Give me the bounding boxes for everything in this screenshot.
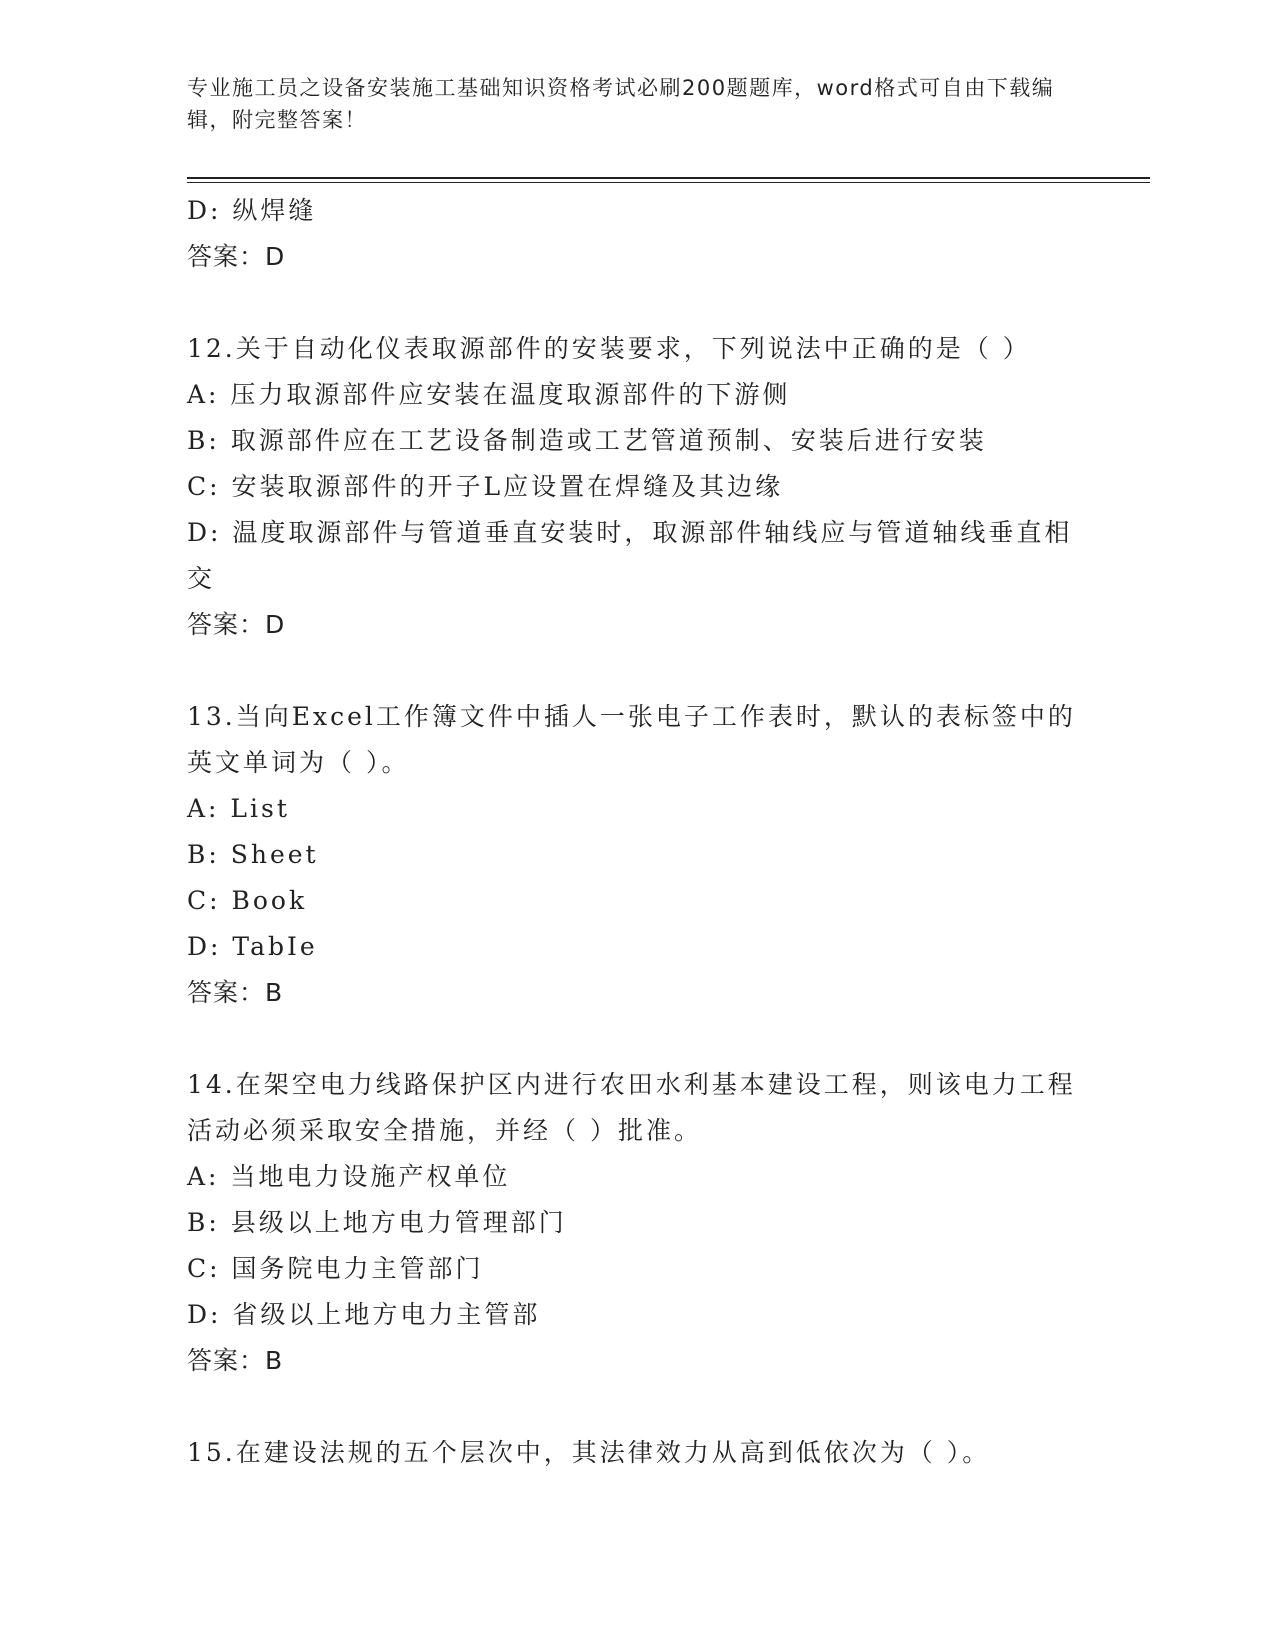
question-stem: 12.关于自动化仪表取源部件的安装要求，下列说法中正确的是（ ） — [187, 334, 1031, 363]
option-d: D: 温度取源部件与管道垂直安装时，取源部件轴线应与管道轴线垂直相交 — [187, 518, 1073, 593]
question-stem: 13.当向Excel工作簿文件中插人一张电子工作表时，默认的表标签中的英文单词为（ ）。 — [187, 702, 1076, 777]
question-13 — [187, 694, 1077, 1016]
option-a: A: 压力取源部件应安装在温度取源部件的下游侧 — [187, 380, 791, 409]
question-stem: 14.在架空电力线路保护区内进行农田水利基本建设工程，则该电力工程活动必须采取安全措施，并经（ ）批准。 — [187, 1070, 1076, 1145]
answer: 答案：B — [187, 1346, 284, 1375]
option-b: B: Sheet — [187, 840, 319, 869]
question-11-continued — [187, 188, 1077, 280]
spacer — [187, 648, 1077, 694]
option-d: D: 纵焊缝 — [187, 196, 317, 225]
document-body — [187, 188, 1077, 1476]
option-c: C: 国务院电力主管部门 — [187, 1254, 484, 1283]
answer: 答案：D — [187, 610, 286, 639]
question-stem: 15.在建设法规的五个层次中，其法律效力从高到低依次为（ ）。 — [187, 1438, 991, 1467]
spacer — [187, 1384, 1077, 1430]
option-b: B: 县级以上地方电力管理部门 — [187, 1208, 567, 1237]
option-d: D: TabIe — [187, 932, 318, 961]
option-c: C: Book — [187, 886, 308, 915]
header-rule-thin — [187, 182, 1150, 183]
answer: 答案：D — [187, 242, 286, 271]
spacer — [187, 1016, 1077, 1062]
page-header: 专业施工员之设备安装施工基础知识资格考试必刷200题题库，word格式可自由下载编辑，附完整答案！ — [187, 76, 1055, 132]
option-c: C: 安装取源部件的开子L应设置在焊缝及其边缘 — [187, 472, 784, 501]
question-12 — [187, 326, 1077, 648]
question-15 — [187, 1430, 1077, 1476]
answer: 答案：B — [187, 978, 284, 1007]
header-rule-thick — [187, 177, 1150, 179]
option-a: A: 当地电力设施产权单位 — [187, 1162, 511, 1191]
option-b: B: 取源部件应在工艺设备制造或工艺管道预制、安装后进行安装 — [187, 426, 987, 455]
question-14 — [187, 1062, 1077, 1384]
spacer — [187, 280, 1077, 326]
option-a: A: List — [187, 794, 290, 823]
option-d: D: 省级以上地方电力主管部 — [187, 1300, 541, 1329]
